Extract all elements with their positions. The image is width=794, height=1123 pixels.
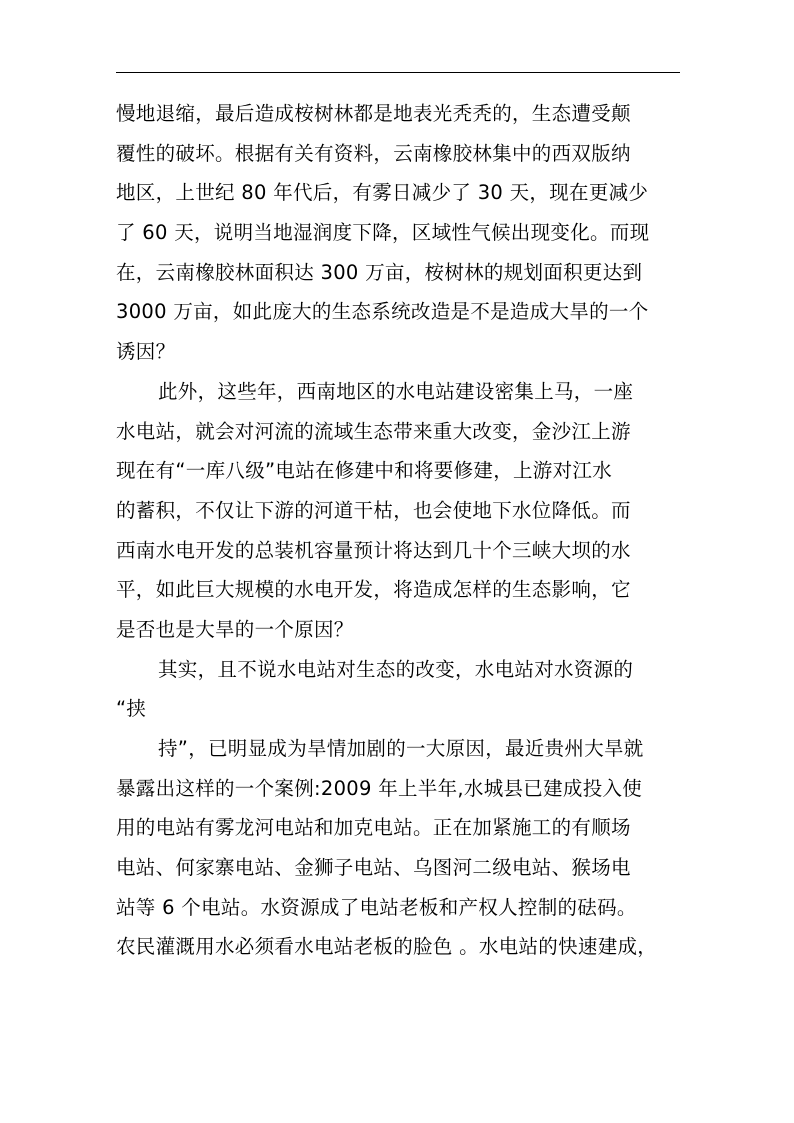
text-line: 此外，这些年，西南地区的水电站建设密集上马，一座	[158, 379, 634, 403]
text-line: 在，云南橡胶林面积达 300 万亩，桉树林的规划面积更达到	[116, 260, 643, 284]
text-line: 现在有“一库八级”电站在修建中和将要修建，上游对江水	[116, 459, 613, 483]
text-line: 水电站，就会对河流的流域生态带来重大改变，金沙江上游	[116, 419, 631, 443]
text-line: “挟	[116, 697, 147, 721]
text-line: 地区，上世纪 80 年代后，有雾日减少了 30 天，现在更减少	[116, 181, 649, 205]
text-line: 是否也是大旱的一个原因？	[116, 617, 354, 641]
text-line: 用的电站有雾龙河电站和加克电站。正在加紧施工的有顺场	[116, 816, 631, 840]
text-line: 覆性的破坏。根据有关有资料，云南橡胶林集中的西双版纳	[116, 141, 631, 165]
text-line: 其实，且不说水电站对生态的改变，水电站对水资源的	[158, 657, 634, 681]
text-line: 3000 万亩，如此庞大的生态系统改造是不是造成大旱的一个	[116, 300, 649, 324]
text-line: 农民灌溉用水必须看水电站老板的脸色 。水电站的快速建成，	[116, 935, 658, 959]
text-line: 的蓄积，不仅让下游的河道干枯，也会使地下水位降低。而	[116, 498, 631, 522]
text-line: 西南水电开发的总装机容量预计将达到几十个三峡大坝的水	[116, 538, 631, 562]
text-line: 电站、何家寨电站、金狮子电站、乌图河二级电站、猴场电	[116, 856, 631, 880]
text-line: 暴露出这样的一个案例:2009 年上半年,水城县已建成投入使	[116, 776, 643, 800]
text-line: 平，如此巨大规模的水电开发，将造成怎样的生态影响，它	[116, 578, 631, 602]
text-line: 持”，已明显成为旱情加剧的一大原因，最近贵州大旱就	[158, 737, 644, 760]
body-text	[116, 94, 684, 967]
text-line: 站等 6 个电站。水资源成了电站老板和产权人控制的砝码。	[116, 895, 637, 919]
text-line: 诱因？	[116, 340, 176, 364]
text-line: 慢地退缩，最后造成桉树林都是地表光秃秃的，生态遭受颠	[116, 102, 631, 125]
header-rule	[116, 72, 680, 73]
text-line: 了 60 天，说明当地湿润度下降，区域性气候出现变化。而现	[116, 221, 650, 245]
